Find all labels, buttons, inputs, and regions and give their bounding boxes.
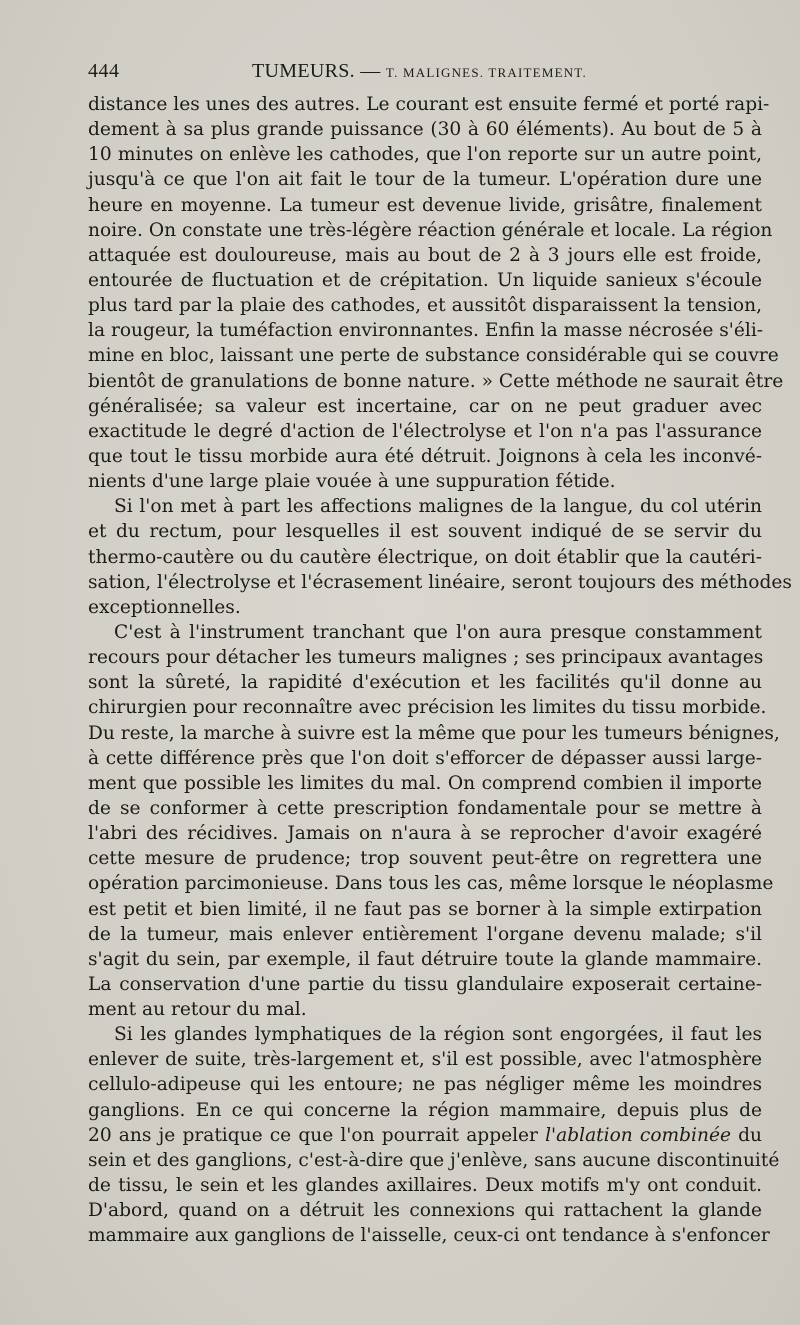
text-line: est petit et bien limité, il ne faut pas se borner à la simple extirpation — [88, 898, 762, 920]
text-line: bientôt de granulations de bonne nature. » Cette méthode ne saurait être — [88, 370, 784, 392]
running-head-subtitle: T. MALIGNES. TRAITEMENT. — [385, 65, 587, 80]
text-line: que tout le tissu morbide aura été détruit. Joignons à cela les inconvé- — [88, 445, 762, 467]
text-line: dement à sa plus grande puissance (30 à 60 éléments). Au bout de 5 à — [88, 119, 762, 141]
text-line: s'agit du sein, par exemple, il faut détruire toute la glande mammaire. — [88, 948, 762, 970]
text-line: de la tumeur, mais enlever entièrement l'organe devenu malade; s'il — [88, 923, 762, 945]
page-number: 444 — [88, 60, 120, 82]
text-line: exactitude le degré d'action de l'électrolyse et l'on n'a pas l'assurance — [88, 420, 762, 442]
text-fragment: 20 ans je pratique ce que l'on pourrait appeler — [88, 1124, 546, 1146]
text-line: mammaire aux ganglions de l'aisselle, ceux-ci ont tendance à s'enfoncer — [88, 1225, 770, 1247]
text-line: distance les unes des autres. Le courant est ensuite fermé et porté rapi- — [88, 94, 770, 115]
text-fragment: du — [730, 1124, 763, 1146]
text-line: la rougeur, la tuméfaction environnantes. Enfin la masse nécrosée s'éli- — [88, 320, 764, 342]
text-line: mine en bloc, laissant une perte de substance considérable qui se couvre — [88, 345, 779, 367]
text-line: nients d'une large plaie vouée à une suppuration fétide. — [88, 471, 616, 493]
emphasized-term: l'ablation combinée — [545, 1124, 731, 1146]
text-line: C'est à l'instrument tranchant que l'on aura presque constamment — [114, 621, 762, 643]
text-line: ment au retour du mal. — [88, 999, 307, 1021]
text-line: sation, l'électrolyse et l'écrasement linéaire, seront toujours des méthodes — [88, 571, 792, 593]
text-line: Si l'on met à part les affections malignes de la langue, du col utérin — [114, 496, 762, 518]
text-line: cette mesure de prudence; trop souvent peut-être on regrettera une — [88, 848, 762, 870]
text-line: chirurgien pour reconnaître avec précision les limites du tissu morbide. — [88, 697, 767, 719]
text-line: jusqu'à ce que l'on ait fait le tour de la tumeur. L'opération dure une — [88, 169, 762, 191]
text-line: thermo-cautère ou du cautère électrique, on doit établir que la cautéri- — [88, 546, 762, 568]
text-line: ment que possible les limites du mal. On comprend combien il importe — [88, 772, 762, 794]
text-line: entourée de fluctuation et de crépitation. Un liquide sanieux s'écoule — [88, 269, 762, 291]
text-line: plus tard par la plaie des cathodes, et aussitôt disparaissent la tension, — [88, 295, 762, 317]
running-head-title: TUMEURS. — [252, 60, 355, 82]
text-line: enlever de suite, très-largement et, s'il est possible, avec l'atmosphère — [88, 1049, 762, 1071]
running-head — [252, 60, 587, 83]
page-header — [88, 60, 762, 86]
body-text — [88, 92, 792, 1248]
text-line: de tissu, le sein et les glandes axillaires. Deux motifs m'y ont conduit. — [88, 1175, 762, 1197]
text-line: exceptionnelles. — [88, 596, 241, 618]
text-line: recours pour détacher les tumeurs malignes ; ses principaux avantages — [88, 647, 764, 669]
text-line: heure en moyenne. La tumeur est devenue livide, grisâtre, finalement — [88, 194, 762, 216]
running-head-dash: — — [360, 60, 381, 82]
text-line: de se conformer à cette prescription fondamentale pour se mettre à — [88, 797, 762, 819]
text-line: La conservation d'une partie du tissu glandulaire exposerait certaine- — [88, 973, 762, 995]
text-line: ganglions. En ce qui concerne la région mammaire, depuis plus de — [88, 1099, 762, 1121]
text-line: l'abri des récidives. Jamais on n'aura à se reprocher d'avoir exagéré — [88, 823, 762, 845]
text-line: à cette différence près que l'on doit s'efforcer de dépasser aussi large- — [88, 747, 762, 769]
text-line-with-emphasis — [88, 1123, 762, 1148]
text-line: noire. On constate une très-légère réaction générale et locale. La région — [88, 219, 773, 241]
text-line: et du rectum, pour lesquelles il est souvent indiqué de se servir du — [88, 521, 762, 543]
text-line: 10 minutes on enlève les cathodes, que l'on reporte sur un autre point, — [88, 144, 762, 166]
text-line: généralisée; sa valeur est incertaine, car on ne peut graduer avec — [88, 395, 762, 417]
text-line: cellulo-adipeuse qui les entoure; ne pas négliger même les moindres — [88, 1074, 762, 1096]
text-line: attaquée est douloureuse, mais au bout de 2 à 3 jours elle est froide, — [88, 244, 762, 266]
text-line: opération parcimonieuse. Dans tous les cas, même lorsque le néoplasme — [88, 873, 774, 895]
text-line: sont la sûreté, la rapidité d'exécution et les facilités qu'il donne au — [88, 672, 762, 694]
text-line: D'abord, quand on a détruit les connexions qui rattachent la glande — [88, 1200, 762, 1222]
text-line: Du reste, la marche à suivre est la même que pour les tumeurs bénignes, — [88, 722, 780, 744]
text-line: sein et des ganglions, c'est-à-dire que j'enlève, sans aucune discontinuité — [88, 1149, 780, 1171]
text-line: Si les glandes lymphatiques de la région sont engorgées, il faut les — [114, 1024, 762, 1046]
